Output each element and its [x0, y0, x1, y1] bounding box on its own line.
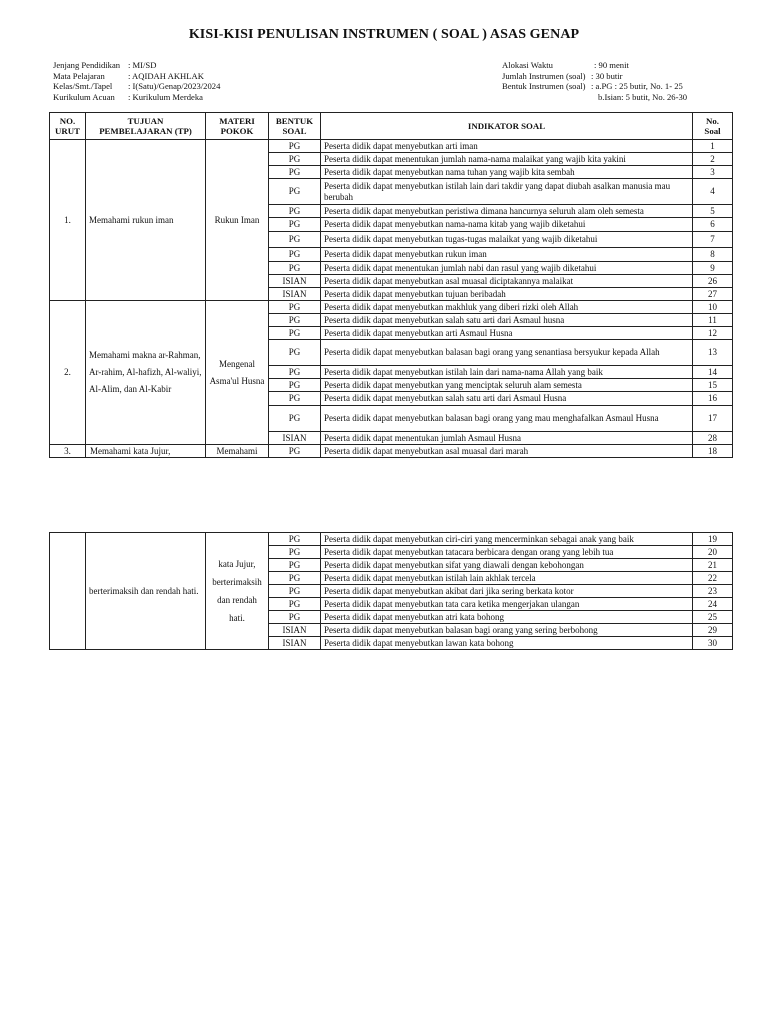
table-header-row	[50, 113, 733, 140]
meta-label: Kelas/Smt./Tapel	[53, 81, 113, 92]
nosoal-cell: 11	[693, 314, 733, 327]
bentuk-cell: PG	[269, 153, 321, 166]
nosoal-cell: 8	[693, 248, 733, 262]
bentuk-cell: PG	[269, 140, 321, 153]
indikator-cell: Peserta didik dapat menentukan jumlah Asmaul Husna	[321, 432, 693, 445]
group-mp: Rukun Iman	[206, 140, 269, 301]
header-mp: MATERI POKOK	[206, 113, 269, 140]
meta-right	[502, 60, 687, 102]
group-tp: Memahami kata Jujur,	[86, 445, 206, 458]
kisi-kisi-table	[49, 112, 733, 458]
nosoal-cell: 2	[693, 153, 733, 166]
nosoal-cell: 3	[693, 166, 733, 179]
bentuk-cell: PG	[269, 232, 321, 248]
nosoal-cell: 25	[693, 611, 733, 624]
bentuk-cell: PG	[269, 179, 321, 205]
nosoal-cell: 18	[693, 445, 733, 458]
bentuk-cell: PG	[269, 248, 321, 262]
nosoal-cell: 23	[693, 585, 733, 598]
meta-left	[53, 60, 220, 102]
bentuk-cell: PG	[269, 598, 321, 611]
indikator-cell: Peserta didik dapat menyebutkan asal muasal dari marah	[321, 445, 693, 458]
nosoal-cell: 14	[693, 366, 733, 379]
nosoal-cell: 21	[693, 559, 733, 572]
indikator-cell: Peserta didik dapat menentukan jumlah nabi dan rasul yang wajib diketahui	[321, 262, 693, 275]
bentuk-cell: PG	[269, 406, 321, 432]
meta-value: : a.PG : 25 butir, No. 1- 25	[591, 81, 683, 92]
nosoal-cell: 26	[693, 275, 733, 288]
group-tp: Memahami rukun iman	[86, 140, 206, 301]
indikator-cell: Peserta didik dapat menyebutkan istilah lain dari takdir yang dapat diubah asalkan manusia mau berubah	[321, 179, 693, 205]
nosoal-cell: 27	[693, 288, 733, 301]
indikator-cell: Peserta didik dapat menyebutkan nama tuhan yang wajib kita sembah	[321, 166, 693, 179]
bentuk-cell: PG	[269, 262, 321, 275]
indikator-cell: Peserta didik dapat menyebutkan rukun iman	[321, 248, 693, 262]
indikator-cell: Peserta didik dapat menyebutkan asal muasal diciptakannya malaikat	[321, 275, 693, 288]
nosoal-cell: 28	[693, 432, 733, 445]
nosoal-cell: 13	[693, 340, 733, 366]
indikator-cell: Peserta didik dapat menyebutkan tatacara berbicara dengan orang yang lebih tua	[321, 546, 693, 559]
indikator-cell: Peserta didik dapat menyebutkan salah satu arti dari Asmaul Husna	[321, 392, 693, 406]
indikator-cell: Peserta didik dapat menyebutkan balasan bagi orang yang senantiasa bersyukur kepada Allah	[321, 340, 693, 366]
indikator-cell: Peserta didik dapat menyebutkan tata cara ketika mengerjakan ulangan	[321, 598, 693, 611]
bentuk-cell: PG	[269, 611, 321, 624]
table-row	[50, 445, 733, 458]
nosoal-cell: 6	[693, 218, 733, 232]
meta-value: : AQIDAH AKHLAK	[128, 70, 204, 81]
bentuk-cell: ISIAN	[269, 288, 321, 301]
nosoal-cell: 7	[693, 232, 733, 248]
meta-value: b.Isian: 5 butit, No. 26-30	[598, 91, 688, 102]
indikator-cell: Peserta didik dapat menyebutkan istilah lain akhlak tercela	[321, 572, 693, 585]
indikator-cell: Peserta didik dapat menyebutkan atri kata bohong	[321, 611, 693, 624]
nosoal-cell: 22	[693, 572, 733, 585]
header-tp: TUJUAN PEMBELAJARAN (TP)	[86, 113, 206, 140]
group-no: 2.	[50, 301, 86, 445]
indikator-cell: Peserta didik dapat menyebutkan istilah lain dari nama-nama Allah yang baik	[321, 366, 693, 379]
header-no: NO. URUT	[50, 113, 86, 140]
nosoal-cell: 17	[693, 406, 733, 432]
bentuk-cell: PG	[269, 379, 321, 392]
meta-label: Bentuk Instrumen (soal)	[502, 81, 586, 92]
bentuk-cell: ISIAN	[269, 432, 321, 445]
nosoal-cell: 10	[693, 301, 733, 314]
group-tp: Memahami makna ar-Rahman, Ar-rahim, Al-hafizh, Al-waliyi, Al-Alim, dan Al-Kabir	[86, 301, 206, 445]
bentuk-cell: PG	[269, 392, 321, 406]
nosoal-cell: 5	[693, 205, 733, 218]
indikator-cell: Peserta didik dapat menyebutkan makhluk yang diberi rizki oleh Allah	[321, 301, 693, 314]
indikator-cell: Peserta didik dapat menyebutkan arti Asmaul Husna	[321, 327, 693, 340]
header-bentuk: BENTUK SOAL	[269, 113, 321, 140]
nosoal-cell: 29	[693, 624, 733, 637]
indikator-cell: Peserta didik dapat menentukan jumlah nama-nama malaikat yang wajib kita yakini	[321, 153, 693, 166]
group-no: 3.	[50, 445, 86, 458]
bentuk-cell: ISIAN	[269, 624, 321, 637]
nosoal-cell: 20	[693, 546, 733, 559]
indikator-cell: Peserta didik dapat menyebutkan tujuan beribadah	[321, 288, 693, 301]
meta-value: : 90 menit	[594, 60, 629, 70]
indikator-cell: Peserta didik dapat menyebutkan ciri-ciri yang mencerminkan sebagai anak yang baik	[321, 533, 693, 546]
bentuk-cell: ISIAN	[269, 637, 321, 650]
bentuk-cell: PG	[269, 205, 321, 218]
bentuk-cell: PG	[269, 340, 321, 366]
page-title: KISI-KISI PENULISAN INSTRUMEN ( SOAL ) ASAS GENAP	[188, 27, 580, 42]
indikator-cell: Peserta didik dapat menyebutkan lawan kata bohong	[321, 637, 693, 650]
nosoal-cell: 15	[693, 379, 733, 392]
meta-label: Mata Pelajaran	[53, 70, 105, 81]
group-no	[50, 533, 86, 650]
group-mp: Memahami	[206, 445, 269, 458]
bentuk-cell: PG	[269, 218, 321, 232]
meta-value: : Kurikulum Merdeka	[128, 91, 203, 102]
nosoal-cell: 24	[693, 598, 733, 611]
group-tp: berterimaksih dan rendah hati.	[86, 533, 206, 650]
nosoal-cell: 9	[693, 262, 733, 275]
table-row	[50, 140, 733, 153]
meta-value: : 30 butir	[591, 70, 623, 81]
bentuk-cell: PG	[269, 572, 321, 585]
nosoal-cell: 4	[693, 179, 733, 205]
bentuk-cell: ISIAN	[269, 275, 321, 288]
group-mp: Mengenal Asma'ul Husna	[206, 301, 269, 445]
table-row	[50, 301, 733, 314]
bentuk-cell: PG	[269, 327, 321, 340]
indikator-cell: Peserta didik dapat menyebutkan sifat yang diawali dengan kebohongan	[321, 559, 693, 572]
indikator-cell: Peserta didik dapat menyebutkan peristiwa dimana hancurnya seluruh alam oleh semesta	[321, 205, 693, 218]
meta-value: : I(Satu)/Genap/2023/2024	[128, 81, 221, 92]
nosoal-cell: 16	[693, 392, 733, 406]
nosoal-cell: 30	[693, 637, 733, 650]
meta-label: Jumlah Instrumen (soal)	[502, 70, 586, 81]
kisi-kisi-table-continued	[49, 532, 733, 650]
table-row	[50, 533, 733, 546]
group-mp: kata Jujur, berterimaksih dan rendah hati.	[206, 533, 269, 650]
meta-label: Alokasi Waktu	[502, 60, 553, 70]
bentuk-cell: PG	[269, 314, 321, 327]
meta-label: Jenjang Pendidikan	[53, 60, 121, 70]
nosoal-cell: 12	[693, 327, 733, 340]
indikator-cell: Peserta didik dapat menyebutkan yang menciptak seluruh alam semesta	[321, 379, 693, 392]
bentuk-cell: PG	[269, 585, 321, 598]
indikator-cell: Peserta didik dapat menyebutkan arti iman	[321, 140, 693, 153]
nosoal-cell: 1	[693, 140, 733, 153]
bentuk-cell: PG	[269, 546, 321, 559]
header-nosoal: No. Soal	[693, 113, 733, 140]
indikator-cell: Peserta didik dapat menyebutkan akibat dari jika sering berkata kotor	[321, 585, 693, 598]
indikator-cell: Peserta didik dapat menyebutkan tugas-tugas malaikat yang wajib diketahui	[321, 232, 693, 248]
indikator-cell: Peserta didik dapat menyebutkan nama-nama kitab yang wajib diketahui	[321, 218, 693, 232]
bentuk-cell: PG	[269, 366, 321, 379]
indikator-cell: Peserta didik dapat menyebutkan balasan bagi orang yang mau menghafalkan Asmaul Husna	[321, 406, 693, 432]
bentuk-cell: PG	[269, 445, 321, 458]
bentuk-cell: PG	[269, 166, 321, 179]
meta-value: : MI/SD	[128, 60, 157, 70]
nosoal-cell: 19	[693, 533, 733, 546]
meta-label: Kurikulum Acuan	[53, 91, 115, 102]
bentuk-cell: PG	[269, 559, 321, 572]
indikator-cell: Peserta didik dapat menyebutkan balasan bagi orang yang sering berbohong	[321, 624, 693, 637]
group-no: 1.	[50, 140, 86, 301]
indikator-cell: Peserta didik dapat menyebutkan salah satu arti dari Asmaul husna	[321, 314, 693, 327]
bentuk-cell: PG	[269, 533, 321, 546]
header-indikator: INDIKATOR SOAL	[321, 113, 693, 140]
bentuk-cell: PG	[269, 301, 321, 314]
